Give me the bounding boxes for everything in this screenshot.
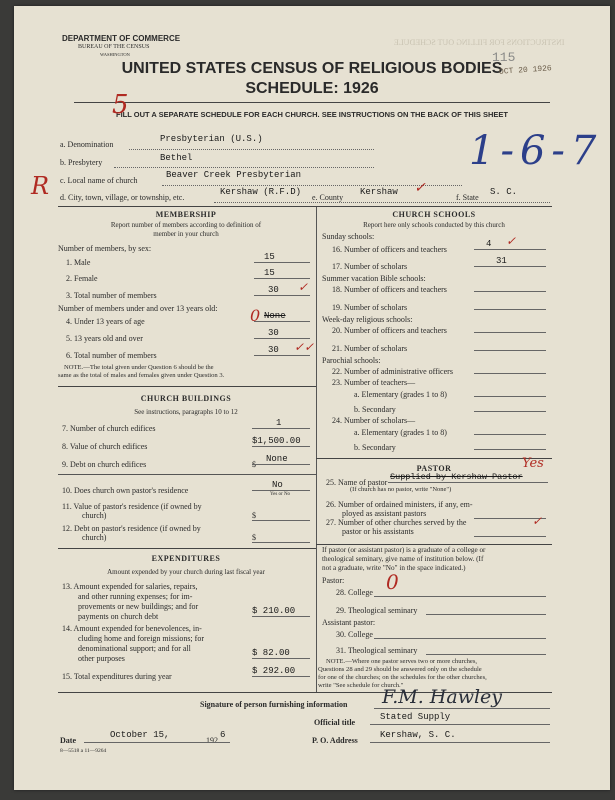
po-address-value[interactable]: Kershaw, S. C. (380, 730, 456, 740)
membership-intro-1: Report number of members according to definition of (110, 221, 262, 229)
po-address-line (370, 742, 550, 743)
q13-underline (252, 616, 310, 617)
stamp-number: 115 (492, 50, 516, 65)
q8-value[interactable]: $1,500.00 (252, 436, 301, 446)
county-label: e. County (312, 193, 344, 202)
q28-line (374, 596, 546, 597)
state-label: f. State (456, 193, 479, 202)
over13-value[interactable]: 30 (268, 328, 279, 338)
q31-line (426, 654, 546, 655)
q27-label-2: pastor or his assistants (342, 527, 414, 536)
total2-line (254, 355, 310, 356)
q9-label: 9. Debt on church edifices (62, 460, 147, 469)
q12-dollar: $ (252, 533, 256, 542)
schedule-title: SCHEDULE: 1926 (245, 80, 379, 97)
form-title: UNITED STATES CENSUS OF RELIGIOUS BODIES (121, 60, 503, 77)
q23a-line (474, 396, 546, 397)
official-title-value[interactable]: Stated Supply (380, 712, 451, 722)
date-year-suffix[interactable]: 6 (220, 730, 226, 740)
pastor-sub-label: Pastor: (322, 576, 345, 585)
q30-line (374, 638, 546, 639)
census-schedule-sheet (14, 6, 610, 790)
q9-dollar: $ (252, 460, 256, 469)
denomination-label: a. Denomination (60, 140, 114, 149)
q8-line (252, 446, 310, 447)
under13-value[interactable]: None (264, 311, 286, 321)
graduate-note-3: not a graduate, write "No" in the space indicated.) (322, 564, 466, 572)
city-name: WASHINGTON (100, 52, 130, 57)
schools-heading: CHURCH SCHOOLS (392, 210, 476, 219)
form-code: 8—5518 a 11—9264 (60, 748, 107, 754)
q13-line-3: provements or new buildings; and for (78, 602, 199, 611)
q13-value[interactable]: $ 210.00 (252, 606, 296, 616)
city-value[interactable]: Kershaw (R.F.D) (220, 187, 302, 197)
male-label: 1. Male (66, 258, 91, 267)
q22-line (474, 373, 546, 374)
date-value[interactable]: October 15, (110, 730, 170, 740)
schools-bottom-rule (316, 458, 552, 459)
q19-line (474, 309, 546, 310)
q13-line-4: payments on church debt (78, 612, 159, 621)
graduate-note-2: theological seminary, give name of institution below. (If (322, 555, 484, 563)
buildings-heading: CHURCH BUILDINGS (140, 394, 232, 403)
pastor-note-2: Questions 28 and 29 should be answered only on the schedule (318, 666, 482, 673)
q15-underline (252, 676, 310, 677)
male-value[interactable]: 15 (264, 252, 275, 262)
total2-value[interactable]: 30 (268, 345, 279, 355)
members-by-sex: Number of members, by sex: (58, 244, 152, 253)
city-label: d. City, town, village, or township, etc. (60, 193, 185, 202)
q24-label: 24. Number of scholars— (332, 416, 416, 425)
date-year-prefix: 192 (206, 736, 218, 745)
presbytery-value[interactable]: Bethel (160, 153, 193, 163)
q19-label: 19. Number of scholars (332, 303, 408, 312)
q30-label: 30. College (336, 630, 373, 639)
q14-line-2: cluding home and foreign missions; for (78, 634, 204, 643)
q31-label: 31. Theological seminary (336, 646, 418, 655)
buildings-bottom-rule (58, 548, 316, 549)
q17-label: 17. Number of scholars (332, 262, 408, 271)
q25-label: 25. Name of pastor (326, 478, 388, 487)
membership-note-1: NOTE.—The total given under Question 6 should be the (64, 364, 214, 371)
q7-value[interactable]: 1 (276, 418, 282, 428)
red-checkmark: ✓ (414, 180, 426, 196)
total-members-label: 3. Total number of members (66, 291, 157, 300)
q17-line (474, 266, 546, 267)
q28-red-mark: 0 (386, 570, 399, 594)
q22-label: 22. Number of administrative officers (332, 367, 453, 376)
q18-label: 18. Number of officers and teachers (332, 285, 447, 294)
q11-dollar: $ (252, 511, 256, 520)
section-top-rule (58, 206, 552, 207)
red-letter-mark: R (31, 172, 50, 200)
weekday-schools-label: Week-day religious schools: (322, 315, 413, 324)
q24a-label: a. Elementary (grades 1 to 8) (354, 428, 447, 437)
q11-line (252, 520, 310, 521)
q25-hint: (If church has no pastor, write "None") (350, 486, 452, 493)
q8-label: 8. Value of church edifices (62, 442, 148, 451)
sunday-schools-label: Sunday schools: (322, 232, 375, 241)
q23-label: 23. Number of teachers— (332, 378, 416, 387)
q10-line (252, 490, 310, 491)
q14-line-3: denominational support; and for all (78, 644, 191, 653)
q21-label: 21. Number of scholars (332, 344, 408, 353)
q16-label: 16. Number of officers and teachers (332, 245, 447, 254)
buildings-mid-rule (58, 474, 316, 475)
local-name-value[interactable]: Beaver Creek Presbyterian (166, 170, 302, 180)
q27-line (474, 536, 546, 537)
over13-line (254, 338, 310, 339)
under13-label: 4. Under 13 years of age (66, 317, 145, 326)
q9-value[interactable]: None (266, 454, 288, 464)
pastor-red-mark: Yes (522, 456, 544, 471)
q16-line (474, 249, 546, 250)
q23a-label: a. Elementary (grades 1 to 8) (354, 390, 447, 399)
q10-value[interactable]: No (272, 480, 283, 490)
q20-label: 20. Number of officers and teachers (332, 326, 447, 335)
q14-underline (252, 658, 310, 659)
age-header: Number of members under and over 13 years old: (58, 304, 218, 313)
q21-line (474, 350, 546, 351)
q24a-line (474, 434, 546, 435)
presbytery-line (114, 167, 374, 168)
female-label: 2. Female (66, 274, 98, 283)
membership-intro-2: member in your church (153, 230, 219, 238)
q17-value[interactable]: 31 (496, 256, 507, 266)
local-name-label: c. Local name of church (60, 176, 138, 185)
q29-line (426, 614, 546, 615)
q11-label-2: church) (82, 511, 107, 520)
blue-handwritten-code: 1-6-7 (469, 128, 603, 174)
q29-label: 29. Theological seminary (336, 606, 418, 615)
received-stamp: OCT 20 1926 (498, 64, 553, 77)
total2-label: 6. Total number of members (66, 351, 157, 360)
q27-red-tick: ✓ (532, 514, 543, 528)
q27-label-1: 27. Number of other churches served by the (326, 518, 467, 527)
red-handwritten-mark: 5 (112, 90, 129, 120)
graduate-note-1: If pastor (or assistant pastor) is a graduate of a college or (322, 546, 486, 554)
schools-intro: Report here only schools conducted by this church (363, 221, 505, 229)
pastor-heading: PASTOR (416, 464, 452, 473)
membership-heading: MEMBERSHIP (155, 210, 217, 219)
po-address-label: P. O. Address (312, 736, 358, 745)
signature-line (374, 708, 550, 709)
state-value[interactable]: S. C. (490, 187, 518, 197)
expenditures-sub: Amount expended by your church during last fiscal year (107, 568, 265, 576)
q23b-label: b. Secondary (354, 405, 396, 414)
assistant-pastor-label: Assistant pastor: (322, 618, 376, 627)
official-title-line (370, 724, 550, 725)
q12-label-1: 12. Debt on pastor's residence (if owned by (62, 524, 201, 533)
pastor-note-3: for one of the churches; on the schedules for the other churches, (318, 674, 487, 681)
presbytery-label: b. Presbytery (60, 158, 103, 167)
q18-line (474, 291, 546, 292)
expenditures-heading: EXPENDITURES (151, 554, 221, 563)
q24b-line (474, 449, 546, 450)
q14-line-1: 14. Amount expended for benevolences, in- (62, 624, 202, 633)
q12-label-2: church) (82, 533, 107, 542)
female-line (254, 278, 310, 279)
summer-schools-label: Summer vacation Bible schools: (322, 274, 426, 283)
pastor-note-1: NOTE.—Where one pastor serves two or more churches, (326, 658, 478, 665)
q26-label-1: 26. Number of ordained ministers, if any, em- (326, 500, 473, 509)
parochial-schools-label: Parochial schools: (322, 356, 381, 365)
q26-label-2: ployed as assistant pastors (342, 509, 427, 518)
date-label: Date (60, 736, 76, 745)
q13-line-2: and other running expenses; for im- (78, 592, 193, 601)
q14-line-4: other purposes (78, 654, 125, 663)
pastor-mid-rule (316, 544, 552, 545)
q23b-line (474, 411, 546, 412)
under13-line (254, 321, 310, 322)
department-name: DEPARTMENT OF COMMERCE (62, 34, 181, 43)
under13-red-mark: 0 (250, 306, 261, 325)
q15-label: 15. Total expenditures during year (62, 672, 172, 681)
date-line (84, 742, 230, 743)
q15-value[interactable]: $ 292.00 (252, 666, 296, 676)
q28-label: 28. College (336, 588, 373, 597)
bureau-name: BUREAU OF THE CENSUS (78, 44, 150, 50)
pastor-note-4: write "See schedule for church." (318, 682, 404, 689)
q11-label-1: 11. Value of pastor's residence (if owned by (62, 502, 202, 511)
denomination-line (129, 149, 374, 150)
city-line (214, 202, 550, 203)
red-tick-total: ✓ (298, 280, 309, 294)
total-members-line (254, 295, 310, 296)
q20-line (474, 332, 546, 333)
official-title-label: Official title (314, 718, 356, 727)
q10-label: 10. Does church own pastor's residence (62, 486, 189, 495)
membership-note-2: same as the total of males and females given under Question 3. (58, 372, 225, 379)
denomination-value[interactable]: Presbyterian (U.S.) (160, 134, 263, 144)
q24b-label: b. Secondary (354, 443, 396, 452)
female-value[interactable]: 15 (264, 268, 275, 278)
red-tick-total2: ✓✓ (294, 340, 315, 354)
q25-line (388, 482, 548, 483)
over13-label: 5. 13 years old and over (66, 334, 143, 343)
q16-value[interactable]: 4 (486, 239, 492, 249)
q12-line (252, 542, 310, 543)
q9-line (252, 464, 310, 465)
q10-hint: Yes or No (270, 492, 291, 497)
signature-value[interactable]: F.M. Hawley (382, 686, 503, 708)
q14-value[interactable]: $ 82.00 (252, 648, 290, 658)
county-value[interactable]: Kershaw (360, 187, 398, 197)
signature-label: Signature of person furnishing information (200, 700, 348, 709)
bleed-through-text: INSTRUCTIONS FOR FILLING OUT SCHEDULE (394, 38, 565, 47)
q16-red-tick: ✓ (506, 234, 517, 248)
column-divider (316, 206, 317, 692)
q7-line (252, 428, 310, 429)
buildings-sub: See instructions, paragraphs 10 to 12 (134, 408, 238, 416)
instruction-line: FILL OUT A SEPARATE SCHEDULE FOR EACH CHURCH. SEE INSTRUCTIONS ON THE BACK OF THIS SHEET (116, 110, 508, 119)
male-line (254, 262, 310, 263)
header-rule (74, 102, 550, 103)
q13-line-1: 13. Amount expended for salaries, repairs, (62, 582, 198, 591)
q25-value[interactable]: Supplied by Kershaw Pastor (390, 472, 523, 482)
membership-bottom-rule (58, 386, 316, 387)
q7-label: 7. Number of church edifices (62, 424, 156, 433)
total-members-value[interactable]: 30 (268, 285, 279, 295)
